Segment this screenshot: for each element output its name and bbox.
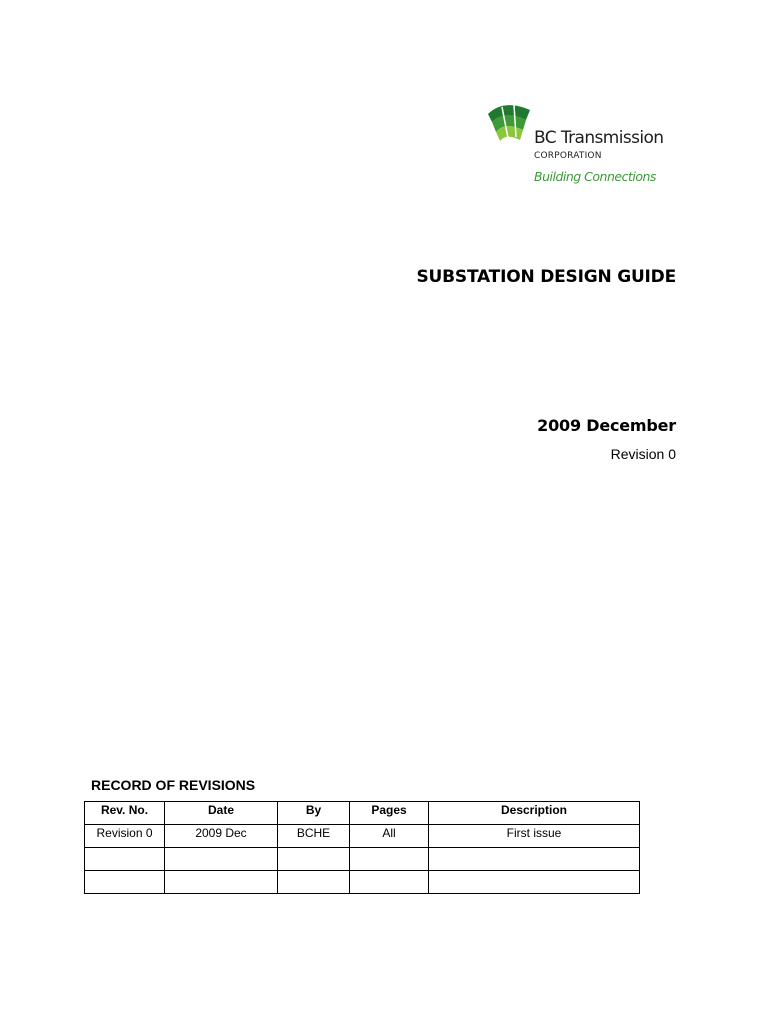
document-title: SUBSTATION DESIGN GUIDE — [416, 267, 676, 287]
logo-corporation-label: CORPORATION — [534, 151, 602, 161]
table-cell-date — [165, 848, 278, 871]
table-cell-by: BCHE — [278, 825, 350, 848]
column-header-rev-no: Rev. No. — [85, 802, 165, 825]
revisions-table — [84, 801, 640, 894]
table-cell-description: First issue — [429, 825, 640, 848]
table-cell-description — [429, 871, 640, 894]
table-header-row — [85, 802, 640, 825]
table-row — [85, 848, 640, 871]
table-cell-pages — [350, 871, 429, 894]
revisions-heading: RECORD OF REVISIONS — [91, 777, 256, 793]
logo-tagline: Building Connections — [534, 169, 656, 184]
company-logo — [486, 100, 666, 190]
table-cell-pages: All — [350, 825, 429, 848]
column-header-pages: Pages — [350, 802, 429, 825]
table-row — [85, 871, 640, 894]
column-header-by: By — [278, 802, 350, 825]
table-cell-description — [429, 848, 640, 871]
column-header-date: Date — [165, 802, 278, 825]
column-header-description: Description — [429, 802, 640, 825]
table-cell-date — [165, 871, 278, 894]
grid-emblem-icon — [486, 100, 532, 142]
document-revision: Revision 0 — [610, 446, 676, 462]
table-cell-by — [278, 848, 350, 871]
table-cell-rev-no — [85, 848, 165, 871]
document-date: 2009 December — [537, 416, 676, 435]
logo-company-name: BC Transmission — [534, 128, 664, 148]
table-cell-date: 2009 Dec — [165, 825, 278, 848]
table-cell-by — [278, 871, 350, 894]
table-row — [85, 825, 640, 848]
table-cell-pages — [350, 848, 429, 871]
table-cell-rev-no: Revision 0 — [85, 825, 165, 848]
table-cell-rev-no — [85, 871, 165, 894]
